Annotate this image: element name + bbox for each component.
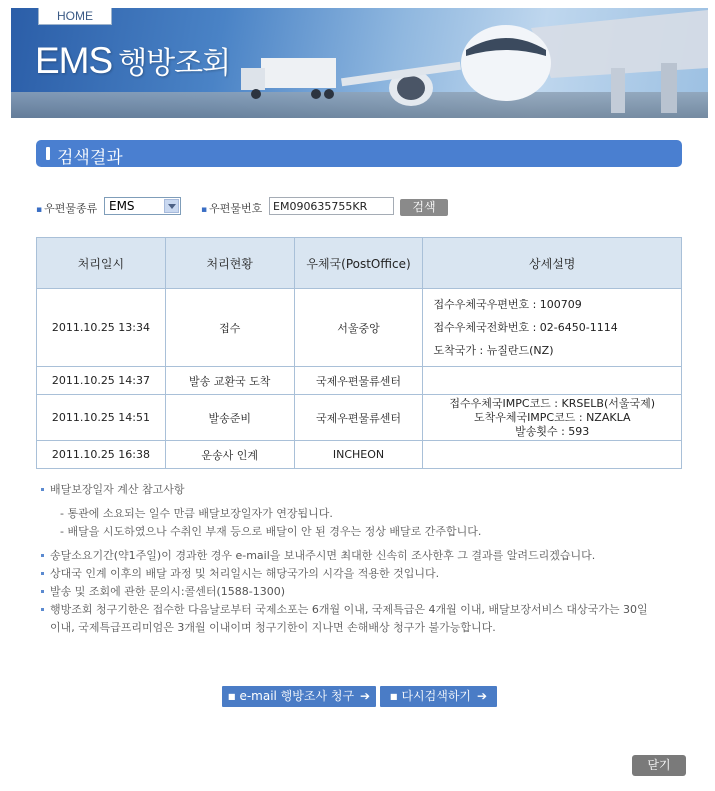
email-claim-button[interactable] — [222, 686, 376, 707]
bullet-icon: ■ — [389, 692, 398, 701]
cell-office: 국제우편물류센터 — [294, 367, 423, 395]
arrow-right-icon: ➔ — [477, 689, 488, 703]
tracking-table — [36, 237, 682, 469]
section-title: 검색결과 — [57, 148, 123, 168]
email-claim-label: e-mail 행방조사 청구 — [239, 689, 355, 703]
detail-line: 도착우체국IMPC코드 : NZAKLA — [473, 410, 631, 424]
cell-status: 발송 교환국 도착 — [165, 367, 294, 395]
section-marker — [46, 147, 50, 160]
close-button[interactable]: 닫기 — [632, 755, 686, 776]
header-banner — [11, 8, 708, 118]
detail-line: 발송횟수 : 593 — [515, 424, 590, 438]
note-item: 발송 및 조회에 관한 문의시:콜센터(1588-1300) — [38, 583, 648, 601]
table-row — [37, 289, 682, 367]
cell-details — [423, 441, 682, 469]
bullet-icon: ■ — [227, 692, 236, 701]
section-heading — [36, 140, 682, 167]
note-item: 송달소요기간(약1주일)이 경과한 경우 e-mail을 보내주시면 최대한 신속히 조사한후 그 결과를 알려드리겠습니다. — [38, 547, 648, 565]
detail-line: 접수우체국우편번호 : 100709 — [433, 298, 582, 311]
header-details: 상세설명 — [423, 238, 682, 289]
header-status: 처리현황 — [165, 238, 294, 289]
page-title — [35, 38, 230, 82]
cell-datetime: 2011.10.25 13:34 — [37, 289, 166, 367]
research-button[interactable] — [380, 686, 497, 707]
mail-type-select[interactable] — [104, 197, 181, 215]
note-subitem: - 통관에 소요되는 일수 만큼 배달보장일자가 연장됩니다. — [60, 507, 333, 520]
note-subitem: - 배달을 시도하였으나 수취인 부재 등으로 배달이 안 된 경우는 정상 배달로 간주합니다. — [60, 525, 482, 538]
header-datetime: 처리일시 — [37, 238, 166, 289]
note-item: 행방조회 청구기한은 접수한 다음날로부터 국제소포는 6개월 이내, 국제특급은 4개월 이내, 배달보장서비스 대상국가는 30일 이내, 국제특급프리미엄은 3개월 이내이며 청구기한이 지나면 손해배상 청구가 불가능합니다. — [38, 601, 648, 637]
page-title-main: EMS — [35, 40, 113, 81]
search-button[interactable]: 검색 — [400, 199, 448, 216]
cell-details — [423, 395, 682, 441]
note-item: 배달보장일자 계산 참고사항 — [38, 481, 648, 499]
cell-datetime: 2011.10.25 16:38 — [37, 441, 166, 469]
table-header-row — [37, 238, 682, 289]
cell-status: 운송사 인계 — [165, 441, 294, 469]
table-row — [37, 367, 682, 395]
header-office: 우체국(PostOffice) — [294, 238, 423, 289]
cell-status: 발송준비 — [165, 395, 294, 441]
cell-details — [423, 289, 682, 367]
notes-list — [38, 481, 648, 637]
page-title-sub: 행방조회 — [118, 46, 231, 81]
detail-line: 접수우체국IMPC코드 : KRSELB(서울국제) — [449, 396, 656, 410]
cell-details — [423, 367, 682, 395]
mail-type-label: ▪ 우편물종류 — [36, 202, 98, 215]
detail-line: 도착국가 : 뉴질란드(NZ) — [433, 344, 554, 357]
mail-number-label: ▪ 우편물번호 — [201, 202, 263, 215]
detail-line: 접수우체국전화번호 : 02-6450-1114 — [433, 321, 618, 334]
cell-office: INCHEON — [294, 441, 423, 469]
mail-type-value: EMS — [109, 199, 135, 213]
mail-number-input[interactable]: EM090635755KR — [269, 197, 394, 215]
cell-datetime: 2011.10.25 14:51 — [37, 395, 166, 441]
arrow-right-icon: ➔ — [360, 689, 371, 703]
cell-office: 서울중앙 — [294, 289, 423, 367]
cell-status: 접수 — [165, 289, 294, 367]
note-item: 상대국 인계 이후의 배달 과정 및 처리일시는 해당국가의 시각을 적용한 것입니다. — [38, 565, 648, 583]
research-label: 다시검색하기 — [401, 689, 472, 703]
chevron-down-icon[interactable] — [164, 199, 179, 213]
cell-datetime: 2011.10.25 14:37 — [37, 367, 166, 395]
table-row — [37, 441, 682, 469]
cell-office: 국제우편물류센터 — [294, 395, 423, 441]
table-row — [37, 395, 682, 441]
search-form — [36, 197, 456, 217]
home-button[interactable]: HOME — [38, 8, 112, 25]
